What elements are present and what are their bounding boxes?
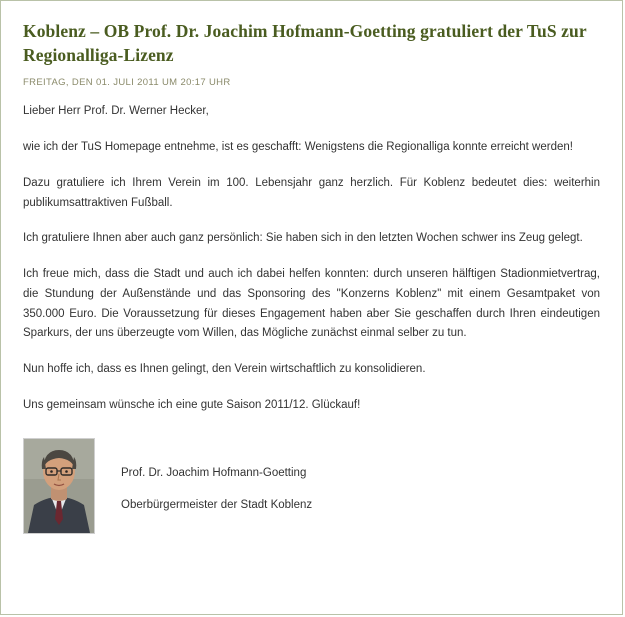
paragraph-5: Nun hoffe ich, dass es Ihnen gelingt, den Verein wirtschaftlich zu konsolidieren. xyxy=(23,363,426,376)
article-timestamp: FREITAG, DEN 01. JULI 2011 UM 20:17 UHR xyxy=(23,77,231,89)
paragraph-3: Ich gratuliere Ihnen aber auch ganz persönlich: Sie haben sich in den letzten Wochen schwer ins Zeug gelegt. xyxy=(23,232,583,245)
paragraph-2: Dazu gratuliere ich Ihrem Verein im 100. Lebensjahr ganz herzlich. Für Koblenz bedeutet dies: weiterhin publikumsattraktiven Fußball. xyxy=(23,176,600,209)
signature-name: Prof. Dr. Joachim Hofmann-Goetting xyxy=(121,466,307,479)
signature-text xyxy=(121,438,312,529)
paragraph-1: wie ich der TuS Homepage entnehme, ist es geschafft: Wenigstens die Regionalliga konnte erreicht werden! xyxy=(23,141,573,154)
portrait-photo xyxy=(23,438,95,534)
signature-block xyxy=(23,438,600,534)
signature-role: Oberbürgermeister der Stadt Koblenz xyxy=(121,499,313,512)
article-container xyxy=(1,1,622,544)
paragraph-4: Ich freue mich, dass die Stadt und auch ich dabei helfen konnten: durch unseren hälftigen Stadionmietvertrag, die Stundung der Außenstände und das Sponsoring des "Konzerns Koblenz" mit einem Gesamtpaket von 350.000 Euro. Die Voraussetzung für dieses Engagement haben aber Sie geschaffen durch Ihren eindeutigen Sparkurs, der uns überzeugte vom Willen, das Mögliche zunächst einmal selber zu tun. xyxy=(23,268,600,340)
paragraph-salutation: Lieber Herr Prof. Dr. Werner Hecker, xyxy=(23,105,209,118)
article-body xyxy=(23,102,600,415)
page-title: Koblenz – OB Prof. Dr. Joachim Hofmann-Goetting gratuliert der TuS zur Regionalliga-Lizenz xyxy=(23,21,587,66)
paragraph-6: Uns gemeinsam wünsche ich eine gute Saison 2011/12. Glückauf! xyxy=(23,398,361,411)
